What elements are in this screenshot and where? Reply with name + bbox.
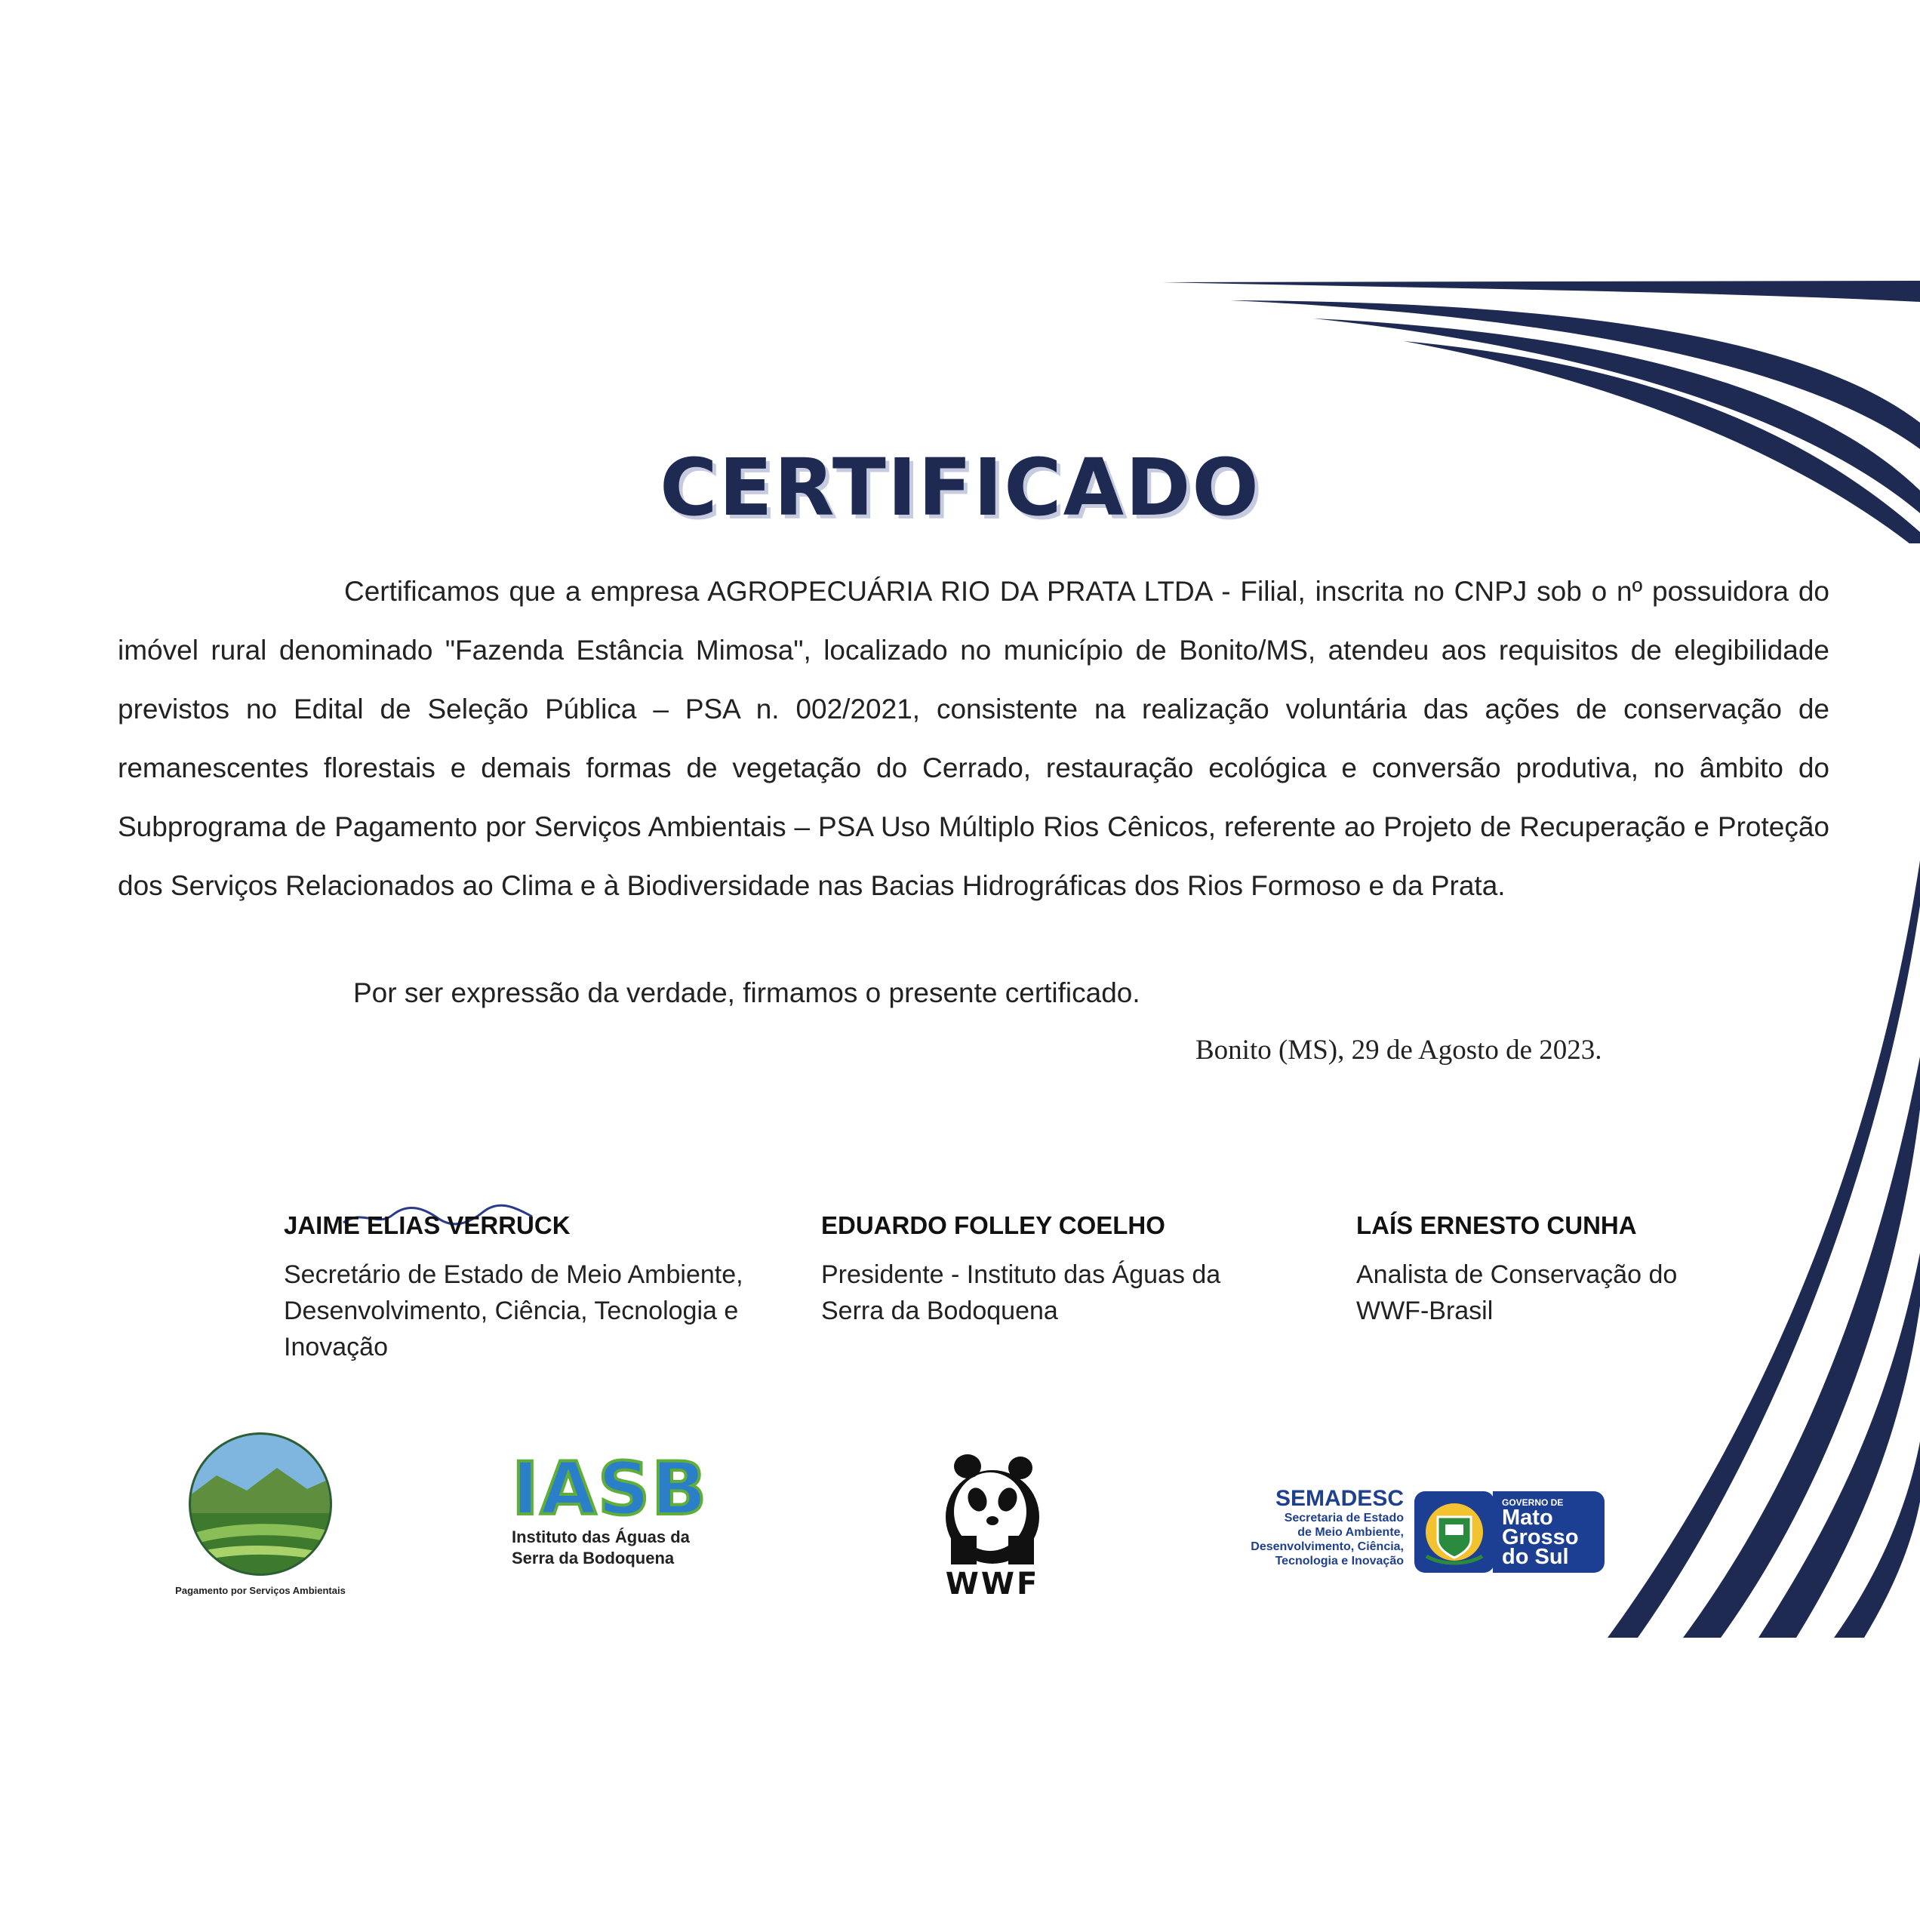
governo-ms-panel xyxy=(1493,1491,1605,1573)
signer-role: Secretário de Estado de Meio Ambiente, Desenvolvimento, Ciência, Tecnologia e Inovação xyxy=(284,1260,743,1361)
signer-role: Analista de Conservação do WWF-Brasil xyxy=(1356,1260,1678,1325)
signer-name: LAÍS ERNESTO CUNHA xyxy=(1356,1211,1637,1239)
psa-landscape-icon xyxy=(186,1430,334,1578)
governo-ms-line: Grosso xyxy=(1502,1525,1579,1549)
semadesc-caption-line: Tecnologia e Inovação xyxy=(1275,1555,1404,1567)
panda-icon xyxy=(936,1445,1049,1566)
psa-caption: Pagamento por Serviços Ambientais xyxy=(175,1585,346,1596)
state-coat-of-arms-icon xyxy=(1411,1487,1494,1577)
iasb-caption-line-2: Serra da Bodoquena xyxy=(512,1549,675,1567)
place-and-date: Bonito (MS), 29 de Agosto de 2023. xyxy=(1195,1035,1602,1066)
governo-ms-line: do Sul xyxy=(1502,1545,1569,1569)
iasb-caption-line-1: Instituto das Águas da xyxy=(512,1527,690,1546)
governo-ms-small-text: GOVERNO DE xyxy=(1502,1497,1564,1508)
semadesc-caption-line: de Meio Ambiente, xyxy=(1297,1526,1404,1539)
wwf-logo xyxy=(936,1445,1049,1604)
signer-name: JAIME ELIAS VERRUCK xyxy=(284,1211,571,1239)
body-paragraph: Certificamos que a empresa AGROPECUÁRIA RIO DA PRATA LTDA - Filial, inscrita no CNPJ sob o nº possuidora do imóvel rural denominado "Fazenda Estância Mimosa", localizado no município de Bonito/MS, atendeu aos requisitos de elegibilidade previstos no Edital de Seleção Pública – PSA n. 002/2021, consistente na realização voluntária das ações de conservação de remanescentes florestais e demais formas de vegetação do Cerrado, restauração ecológica e conversão produtiva, no âmbito do Subprograma de Pagamento por Serviços Ambientais – PSA Uso Múltiplo Rios Cênicos, referente ao Projeto de Recuperação e Proteção dos Serviços Relacionados ao Clima e à Biodiversidade nas Bacias Hidrográficas dos Rios Formoso e da Prata. xyxy=(118,576,1829,901)
governo-ms-line: Mato xyxy=(1502,1506,1553,1530)
iasb-logo xyxy=(512,1447,731,1581)
signer-analista-wwf xyxy=(1356,1211,1681,1329)
signer-role: Presidente - Instituto das Águas da Serra da Bodoquena xyxy=(821,1260,1221,1325)
signer-presidente-iasb xyxy=(821,1211,1259,1329)
certificate-title: CERTIFICADO xyxy=(660,441,1260,534)
signer-secretario xyxy=(284,1211,797,1365)
semadesc-wordmark: SEMADESC xyxy=(1275,1486,1404,1511)
governo-ms-logo xyxy=(1411,1487,1605,1577)
semadesc-caption-line: Desenvolvimento, Ciência, xyxy=(1251,1540,1404,1553)
closing-statement: Por ser expressão da verdade, firmamos o presente certificado. xyxy=(353,977,1140,1008)
semadesc-caption-line: Secretaria de Estado xyxy=(1284,1512,1404,1524)
iasb-wordmark: IASB xyxy=(512,1447,709,1531)
psa-logo xyxy=(174,1430,347,1611)
signer-name: EDUARDO FOLLEY COELHO xyxy=(821,1211,1165,1239)
governo-ms-wordmark xyxy=(1493,1508,1605,1567)
certificate-body xyxy=(118,562,1829,915)
wwf-wordmark: WWF xyxy=(945,1567,1040,1601)
semadesc-logo xyxy=(1223,1487,1404,1568)
